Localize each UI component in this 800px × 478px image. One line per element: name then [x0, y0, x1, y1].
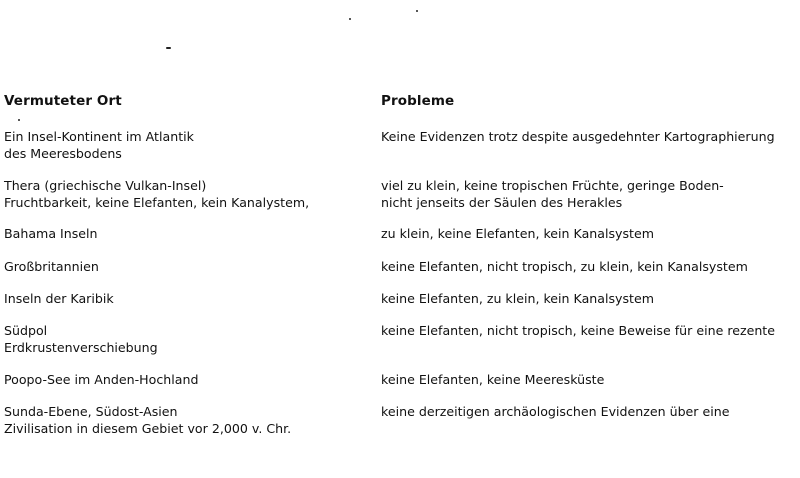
table-row-problems	[381, 225, 800, 242]
column-header-location	[4, 93, 364, 110]
table-row-location	[4, 128, 364, 162]
table-row-problems	[381, 290, 800, 307]
table-row-problems	[381, 403, 800, 420]
location-line: Ein Insel-Kontinent im Atlantik	[4, 129, 194, 144]
scan-speck	[166, 47, 171, 49]
column-header-problems	[381, 93, 800, 110]
scan-speck	[349, 18, 351, 20]
problems-line: zu klein, keine Elefanten, kein Kanalsystem	[381, 226, 655, 241]
problems-line: keine Elefanten, nicht tropisch, keine Beweise für eine rezente	[381, 323, 775, 338]
problems-line: keine Elefanten, keine Meeresküste	[381, 372, 605, 387]
table-row-problems	[381, 128, 800, 145]
table-row-location	[4, 225, 364, 242]
table-row-problems	[381, 258, 800, 275]
problems-line: Keine Evidenzen trotz despite ausgedehnter Kartographierung	[381, 129, 775, 144]
location-line: Bahama Inseln	[4, 226, 98, 241]
location-line: des Meeresbodens	[4, 146, 122, 161]
table-row-problems	[381, 177, 800, 211]
location-line: Sunda-Ebene, Südost-Asien	[4, 404, 178, 419]
location-line: Thera (griechische Vulkan-Insel)	[4, 178, 207, 193]
column-header-problems-label: Probleme	[381, 93, 455, 109]
table-row-location	[4, 290, 364, 307]
location-line: Erdkrustenverschiebung	[4, 340, 158, 355]
problems-line: keine Elefanten, zu klein, kein Kanalsystem	[381, 291, 655, 306]
location-line: Poopo-See im Anden-Hochland	[4, 372, 199, 387]
problems-line: viel zu klein, keine tropischen Früchte, geringe Boden-	[381, 178, 724, 193]
location-line: Südpol	[4, 323, 48, 338]
problems-line: keine derzeitigen archäologischen Evidenzen über eine	[381, 404, 730, 419]
location-line: Fruchtbarkeit, keine Elefanten, kein Kanalystem,	[4, 195, 310, 210]
location-line: Inseln der Karibik	[4, 291, 114, 306]
column-header-location-label: Vermuteter Ort	[4, 93, 122, 109]
scan-speck	[416, 10, 418, 12]
table-row-location	[4, 177, 364, 211]
table-row-problems	[381, 322, 800, 339]
table-row-location	[4, 403, 364, 437]
problems-line: keine Elefanten, nicht tropisch, zu klein, kein Kanalsystem	[381, 259, 748, 274]
table-row-location	[4, 258, 364, 275]
table-row-problems	[381, 371, 800, 388]
location-line: Zivilisation in diesem Gebiet vor 2,000 v. Chr.	[4, 421, 292, 436]
location-line: Großbritannien	[4, 259, 99, 274]
problems-line: nicht jenseits der Säulen des Herakles	[381, 195, 623, 210]
scan-speck	[18, 119, 20, 121]
table-row-location	[4, 371, 364, 388]
table-row-location	[4, 322, 364, 356]
